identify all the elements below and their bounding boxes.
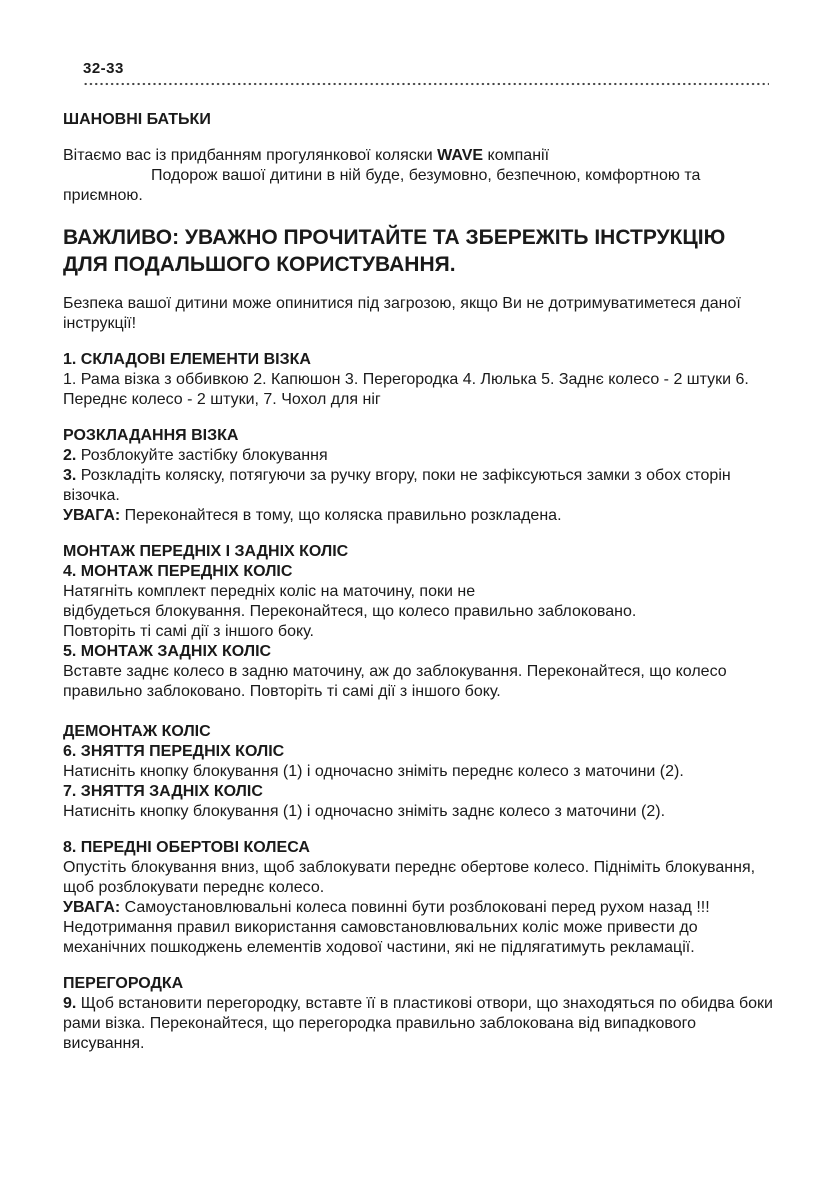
components-section <box>63 350 775 410</box>
mounting-section <box>63 542 775 702</box>
important-heading: ВАЖЛИВО: УВАЖНО ПРОЧИТАЙТЕ ТА ЗБЕРЕЖІТЬ ІНСТРУКЦІЮ ДЛЯ ПОДАЛЬШОГО КОРИСТУВАННЯ. <box>63 226 726 276</box>
greeting-line1-text: Вітаємо вас із придбанням прогулянкової коляски <box>63 147 438 164</box>
brand-name: WAVE <box>437 147 484 164</box>
components-text: 1. Рама візка з оббивкою 2. Капюшон 3. Перегородка 4. Люлька 5. Заднє колесо - 2 штуки 6. Переднє колесо - 2 штуки, 7. Чохол для ніг <box>63 371 749 408</box>
greeting-line1 <box>63 146 775 166</box>
swivel-text: Опустіть блокування вниз, щоб заблокувати переднє обертове колесо. Підніміть блокування, щоб розблокувати переднє колесо. <box>63 859 756 896</box>
unfolding-title: РОЗКЛАДАННЯ ВІЗКА <box>63 427 239 444</box>
front-removal-title: 6. ЗНЯТТЯ ПЕРЕДНІХ КОЛІС <box>63 743 285 760</box>
step-number: 3. <box>63 467 77 484</box>
unfolding-section <box>63 426 775 526</box>
partition-section <box>63 974 775 1054</box>
unfolding-step3 <box>63 466 775 506</box>
front-mount-line1: Натягніть комплект передніх коліс на маточину, поки не <box>63 583 476 600</box>
warning-text: Самоустановлювальні колеса повинні бути розблоковані перед рухом назад !!! Недотримання правил використання самовстановлювальних коліс може привести до механічних пошкоджень елементів ходової частини, які не підлягатимуть рекламації. <box>63 899 710 956</box>
mounting-title: МОНТАЖ ПЕРЕДНІХ І ЗАДНІХ КОЛІС <box>63 543 349 560</box>
swivel-warning <box>63 898 775 958</box>
greeting-line1-end: компанії <box>483 147 550 164</box>
manual-page <box>63 60 775 1054</box>
unfolding-warning <box>63 506 775 526</box>
warning-label: УВАГА: <box>63 899 121 916</box>
rear-removal-title: 7. ЗНЯТТЯ ЗАДНІХ КОЛІС <box>63 783 263 800</box>
important-text: Безпека вашої дитини може опинитися під загрозою, якщо Ви не дотримуватиметеся даної інструкції! <box>63 295 741 332</box>
rear-mount-text: Вставте заднє колесо в задню маточину, аж до заблокування. Переконайтеся, що колесо правильно заблоковано. Повторіть ті самі дії з іншого боку. <box>63 663 727 700</box>
page-number: 32-33 <box>83 60 124 77</box>
swivel-title: 8. ПЕРЕДНІ ОБЕРТОВІ КОЛЕСА <box>63 839 310 856</box>
dismounting-title: ДЕМОНТАЖ КОЛІС <box>63 723 211 740</box>
step-text: Розкладіть коляску, потягуючи за ручку вгору, поки не зафіксуються замки з обох сторін візочка. <box>63 467 731 504</box>
rear-mount-title: 5. МОНТАЖ ЗАДНІХ КОЛІС <box>63 643 272 660</box>
front-mount-line3: Повторіть ті самі дії з іншого боку. <box>63 623 314 640</box>
greeting-line3: приємною. <box>63 187 143 204</box>
warning-label: УВАГА: <box>63 507 121 524</box>
step-number: 2. <box>63 447 77 464</box>
step-text: Щоб встановити перегородку, вставте її в пластикові отвори, що знаходяться по обидва боки рами візка. Переконайтеся, що перегородка правильно заблокована від випадкового висування. <box>63 995 773 1052</box>
warning-text: Переконайтеся в тому, що коляска правильно розкладена. <box>120 507 562 524</box>
greeting-section <box>63 110 775 206</box>
greeting-line2: Подорож вашої дитини в ній буде, безумовно, безпечною, комфортною та <box>151 167 701 184</box>
important-section <box>63 224 775 334</box>
front-removal-text: Натисніть кнопку блокування (1) і одночасно зніміть переднє колесо з маточини (2). <box>63 763 684 780</box>
greeting-title: ШАНОВНІ БАТЬКИ <box>63 111 211 128</box>
front-mount-line2: відбудеться блокування. Переконайтеся, що колесо правильно заблоковано. <box>63 603 637 620</box>
partition-title: ПЕРЕГОРОДКА <box>63 975 184 992</box>
step-text: Розблокуйте застібку блокування <box>76 447 328 464</box>
dismounting-section <box>63 722 775 822</box>
partition-text <box>63 994 775 1054</box>
rear-removal-text: Натисніть кнопку блокування (1) і одночасно зніміть заднє колесо з маточини (2). <box>63 803 666 820</box>
step-number: 9. <box>63 995 77 1012</box>
front-mount-title: 4. МОНТАЖ ПЕРЕДНІХ КОЛІС <box>63 563 293 580</box>
swivel-section <box>63 838 775 958</box>
components-title: 1. СКЛАДОВІ ЕЛЕМЕНТИ ВІЗКА <box>63 351 311 368</box>
unfolding-step2 <box>63 446 775 466</box>
dotted-separator <box>83 82 769 86</box>
